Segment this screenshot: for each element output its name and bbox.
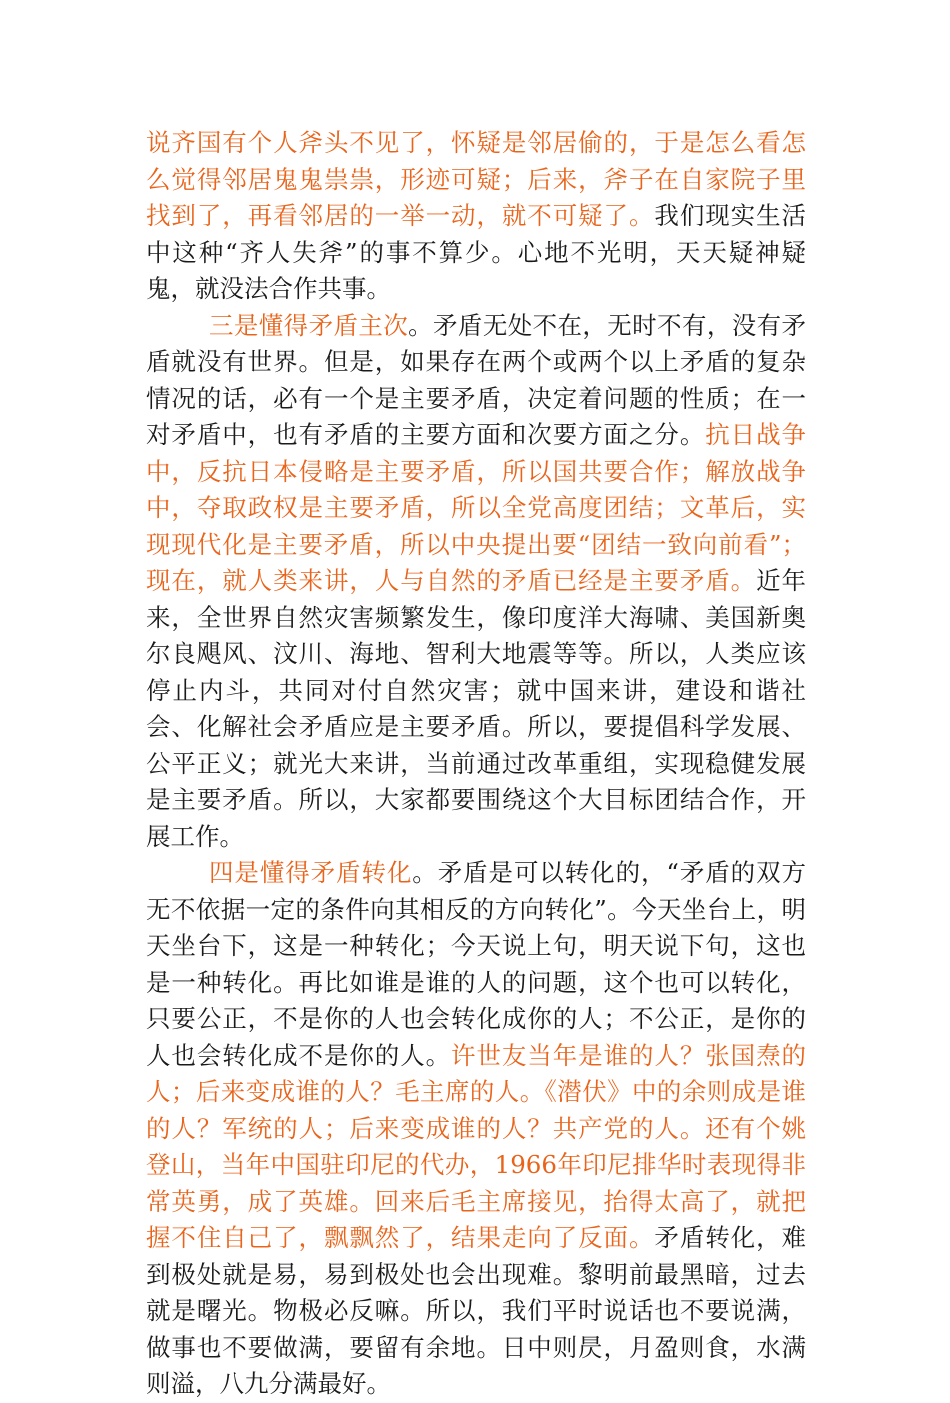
body-text-segment: 近年来，全世界自然灾害频繁发生，像印度洋大海啸、美国新奥尔良飓风、汶川、海地、智利大地震等等。所以，人类应该停止内斗，共同对付自然灾害；就中国来讲，建设和谐社会、化解社会矛盾应是主要矛盾。所以，要提倡科学发展、公平正义；就光大来讲，当前通过改革重组，实现稳健发展是主要矛盾。所以，大家都要围绕这个大目标团结合作，开展工作。 [146, 566, 806, 851]
paragraph-ax-anecdote [146, 125, 806, 308]
highlighted-text: 说齐国有个人斧头不见了，怀疑是邻居偷的，于是怎么看怎么觉得邻居鬼鬼祟祟，形迹可疑；后来，斧子在自家院子里找到了，再看邻居的一举一动，就不可疑了。 [146, 128, 806, 230]
paragraph-contradiction-transformation [146, 855, 806, 1403]
body-text-segment: 矛盾转化，难到极处就是易，易到极处也会出现难。黎明前最黑暗，过去就是曙光。物极必反嘛。所以，我们平时说话也不要说满，做事也不要做满，要留有余地。日中则昃，月盈则食，水满则溢，八九分满最好。 [146, 1223, 807, 1398]
paragraph-contradiction-priority [146, 308, 806, 856]
body-text-segment: 。矛盾是可以转化的，“矛盾的双方无不依据一定的条件向其相反的方向转化”。今天坐台上，明天坐台下，这是一种转化；今天说上句，明天说下句，这也是一种转化。再比如谁是谁的人的问题，这个也可以转化，只要公正，不是你的人也会转化成你的人；不公正，是你的人也会转化成不是你的人。 [146, 858, 806, 1070]
body-text-segment: 我们现实生活中这种“齐人失斧”的事不算少。心地不光明，天天疑神疑鬼，就没法合作共事。 [146, 201, 807, 303]
highlighted-text: 许世友当年是谁的人？张国焘的人；后来变成谁的人？毛主席的人。《潜伏》中的余则成是谁的人？军统的人；后来变成谁的人？共产党的人。还有个姚登山，当年中国驻印尼的代办，1966年印尼排华时表现得非常英勇，成了英雄。回来后毛主席接见，抬得太高了，就把握不住自己了，飘飘然了，结果走向了反面。 [146, 1040, 807, 1252]
body-text-segment: 。矛盾无处不在，无时不有，没有矛盾就没有世界。但是，如果存在两个或两个以上矛盾的复杂情况的话，必有一个是主要矛盾，决定着问题的性质；在一对矛盾中，也有矛盾的主要方面和次要方面之分。 [146, 310, 807, 449]
section-heading-inline: 三是懂得矛盾主次 [209, 310, 409, 340]
document-body [146, 125, 806, 1403]
highlighted-text: 抗日战争中，反抗日本侵略是主要矛盾，所以国共要合作；解放战争中，夺取政权是主要矛盾，所以全党高度团结；文革后，实现现代化是主要矛盾，所以中央提出要“团结一致向前看”；现在，就人类来讲，人与自然的矛盾已经是主要矛盾。 [146, 420, 807, 595]
section-heading-inline: 四是懂得矛盾转化 [209, 858, 413, 887]
